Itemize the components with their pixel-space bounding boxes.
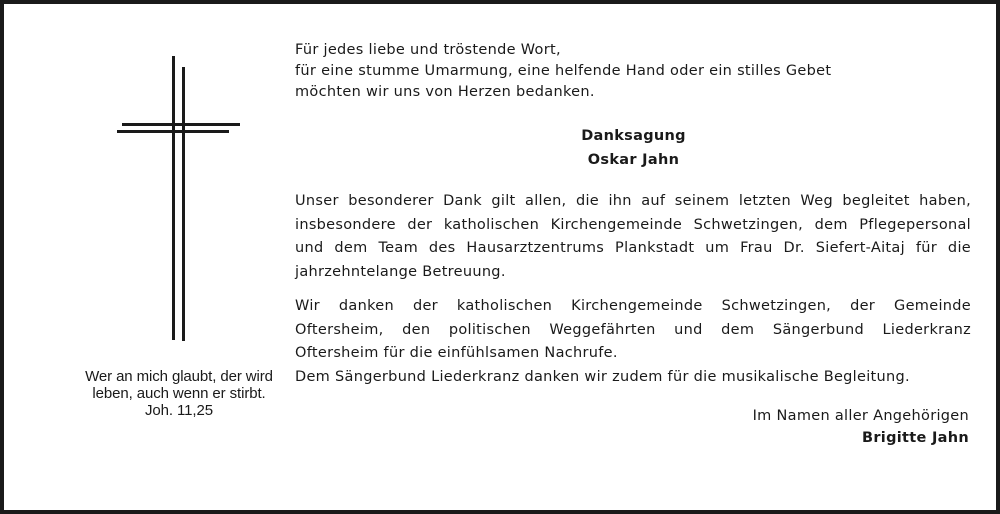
paragraph-line: und dem Team des Hausarztzentrums Plankstadt um Frau Dr. Siefert-Aitaj für die xyxy=(295,240,971,256)
verse-line: Wer an mich glaubt, der wird xyxy=(85,368,273,385)
verse-reference: Joh. 11,25 xyxy=(145,402,213,419)
paragraph-line: Unser besonderer Dank gilt allen, die ihn auf seinem letzten Weg begleitet haben, xyxy=(295,193,971,209)
paragraph-line: insbesondere der katholischen Kirchengemeinde Schwetzingen, dem Pflegepersonal xyxy=(295,216,971,233)
intro-line: für eine stumme Umarmung, eine helfende Hand oder ein stilles Gebet xyxy=(295,63,832,79)
paragraph-line: jahrzehntelange Betreuung. xyxy=(295,263,506,280)
deceased-name: Oskar Jahn xyxy=(587,152,680,168)
bible-verse xyxy=(64,368,294,419)
paragraph-line: Dem Sängerbund Liederkranz danken wir zudem für die musikalische Begleitung. xyxy=(295,368,910,385)
double-line-cross-icon xyxy=(114,56,244,346)
thanks-paragraph-2 xyxy=(295,295,971,389)
intro-line: möchten wir uns von Herzen bedanken. xyxy=(295,84,595,100)
thanks-paragraph-1 xyxy=(295,190,971,284)
paragraph-line: Oftersheim für die einfühlsamen Nachrufe. xyxy=(295,345,618,361)
intro-line: Für jedes liebe und tröstende Wort, xyxy=(295,42,561,58)
intro-text xyxy=(295,40,975,103)
verse-line: leben, auch wenn er stirbt. xyxy=(92,385,266,402)
paragraph-line: Oftersheim, den politischen Weggefährten und dem Sängerbund Liederkranz xyxy=(295,321,971,338)
paragraph-line: Wir danken der katholischen Kirchengemeinde Schwetzingen, der Gemeinde xyxy=(295,298,971,314)
signoff-name: Brigitte Jahn xyxy=(862,430,969,446)
notice-heading xyxy=(295,124,972,172)
signoff-line: Im Namen aller Angehörigen xyxy=(752,408,969,424)
signoff xyxy=(564,405,969,449)
heading-title: Danksagung xyxy=(581,128,686,144)
